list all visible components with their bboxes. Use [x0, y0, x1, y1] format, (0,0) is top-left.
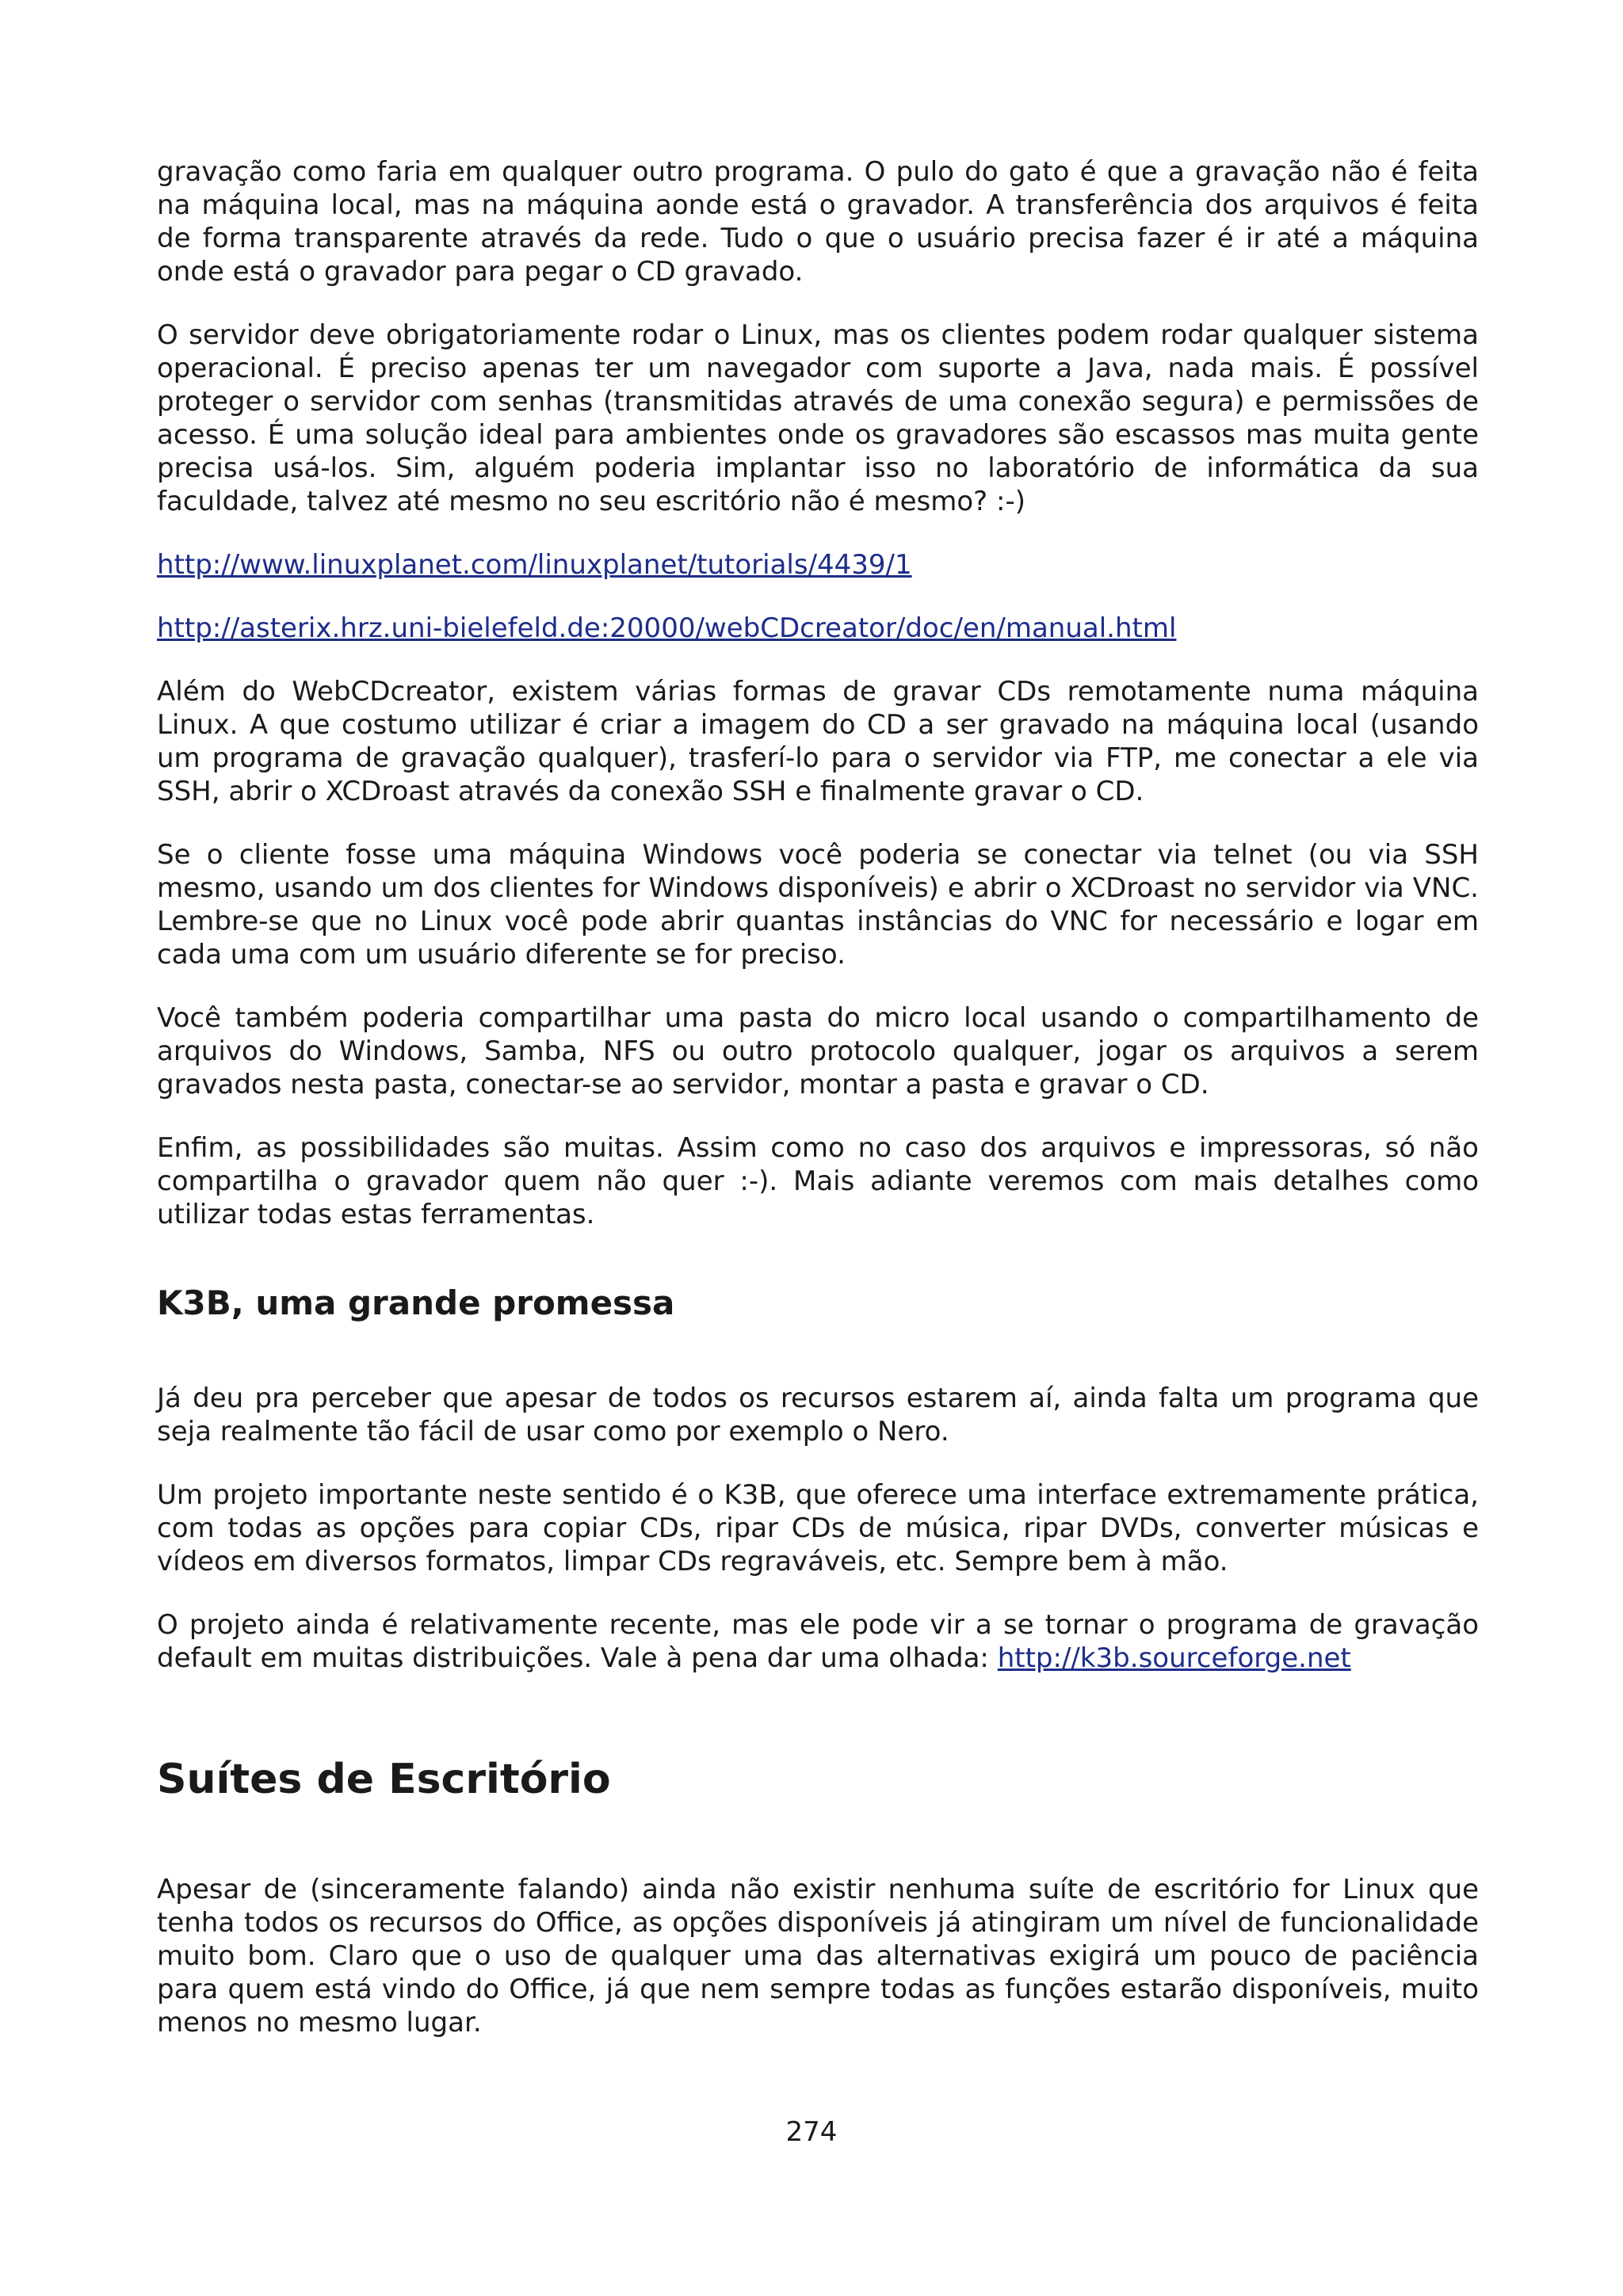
link-webcdcreator-manual[interactable]: http://asterix.hrz.uni-bielefeld.de:20000/webCDcreator/doc/en/manual.html	[157, 612, 1177, 644]
link-linuxplanet[interactable]: http://www.linuxplanet.com/linuxplanet/tutorials/4439/1	[157, 549, 912, 581]
heading-office-suites: Suítes de Escritório	[157, 1756, 611, 1803]
paragraph-k3b-features: Um projeto importante neste sentido é o K3B, que oferece uma interface extremamente prática, com todas as opções para copiar CDs, ripar CDs de música, ripar DVDs, converter músicas e vídeos em diversos formatos, limpar CDs regraváveis, etc. Sempre bem à mão.	[157, 1479, 1479, 1577]
paragraph-webcdcreator-intro: gravação como faria em qualquer outro programa. O pulo do gato é que a gravação não é feita na máquina local, mas na máquina aonde está o gravador. A transferência dos arquivos é feita de forma transparente através da rede. Tudo o que o usuário precisa fazer é ir até a máquina onde está o gravador para pegar o CD gravado.	[157, 156, 1479, 288]
page-content	[157, 155, 1479, 2039]
paragraph-k3b-intro: Já deu pra perceber que apesar de todos os recursos estarem aí, ainda falta um programa que seja realmente tão fácil de usar como por exemplo o Nero.	[157, 1383, 1479, 1447]
link-k3b-sourceforge[interactable]: http://k3b.sourceforge.net	[997, 1642, 1351, 1674]
paragraph-windows-client: Se o cliente fosse uma máquina Windows você poderia se conectar via telnet (ou via SSH mesmo, usando um dos clientes for Windows disponíveis) e abrir o XCDroast no servidor via VNC. Lembre-se que no Linux você pode abrir quantas instâncias do VNC for necessário e logar em cada uma com um usuário diferente se for preciso.	[157, 839, 1479, 971]
paragraph-office-suites: Apesar de (sinceramente falando) ainda não existir nenhuma suíte de escritório for Linux que tenha todos os recursos do Office, as opções disponíveis já atingiram um nível de funcionalidade muito bom. Claro que o uso de qualquer uma das alternativas exigirá um pouco de paciência para quem está vindo do Office, já que nem sempre todas as funções estarão disponíveis, muito menos no mesmo lugar.	[157, 1874, 1479, 2039]
paragraph-k3b-recent	[157, 1608, 1479, 1675]
link-paragraph-webcdcreator-manual	[157, 612, 1479, 645]
link-paragraph-linuxplanet	[157, 548, 1479, 582]
paragraph-shared-folder: Você também poderia compartilhar uma pasta do micro local usando o compartilhamento de arquivos do Windows, Samba, NFS ou outro protocolo qualquer, jogar os arquivos a serem gravados nesta pasta, conectar-se ao servidor, montar a pasta e gravar o CD.	[157, 1002, 1479, 1100]
heading-k3b: K3B, uma grande promessa	[157, 1283, 675, 1322]
paragraph-possibilities: Enfim, as possibilidades são muitas. Assim como no caso dos arquivos e impressoras, só não compartilha o gravador quem não quer :-). Mais adiante veremos com mais detalhes como utilizar todas estas ferramentas.	[157, 1132, 1479, 1230]
paragraph-k3b-recent-text: O projeto ainda é relativamente recente, mas ele pode vir a se tornar o programa de gravação default em muitas distribuições. Vale à pena dar uma olhada:	[157, 1609, 1479, 1674]
paragraph-server-requirements: O servidor deve obrigatoriamente rodar o Linux, mas os clientes podem rodar qualquer sistema operacional. É preciso apenas ter um navegador com suporte a Java, nada mais. É possível proteger o servidor com senhas (transmitidas através de uma conexão segura) e permissões de acesso. É uma solução ideal para ambientes onde os gravadores são escassos mas muita gente precisa usá-los. Sim, alguém poderia implantar isso no laboratório de informática da sua faculdade, talvez até mesmo no seu escritório não é mesmo? :-)	[157, 319, 1479, 517]
page-number: 274	[785, 2116, 838, 2148]
paragraph-remote-burning: Além do WebCDcreator, existem várias formas de gravar CDs remotamente numa máquina Linux. A que costumo utilizar é criar a imagem do CD a ser gravado na máquina local (usando um programa de gravação qualquer), trasferí-lo para o servidor via FTP, me conectar a ele via SSH, abrir o XCDroast através da conexão SSH e finalmente gravar o CD.	[157, 676, 1479, 807]
